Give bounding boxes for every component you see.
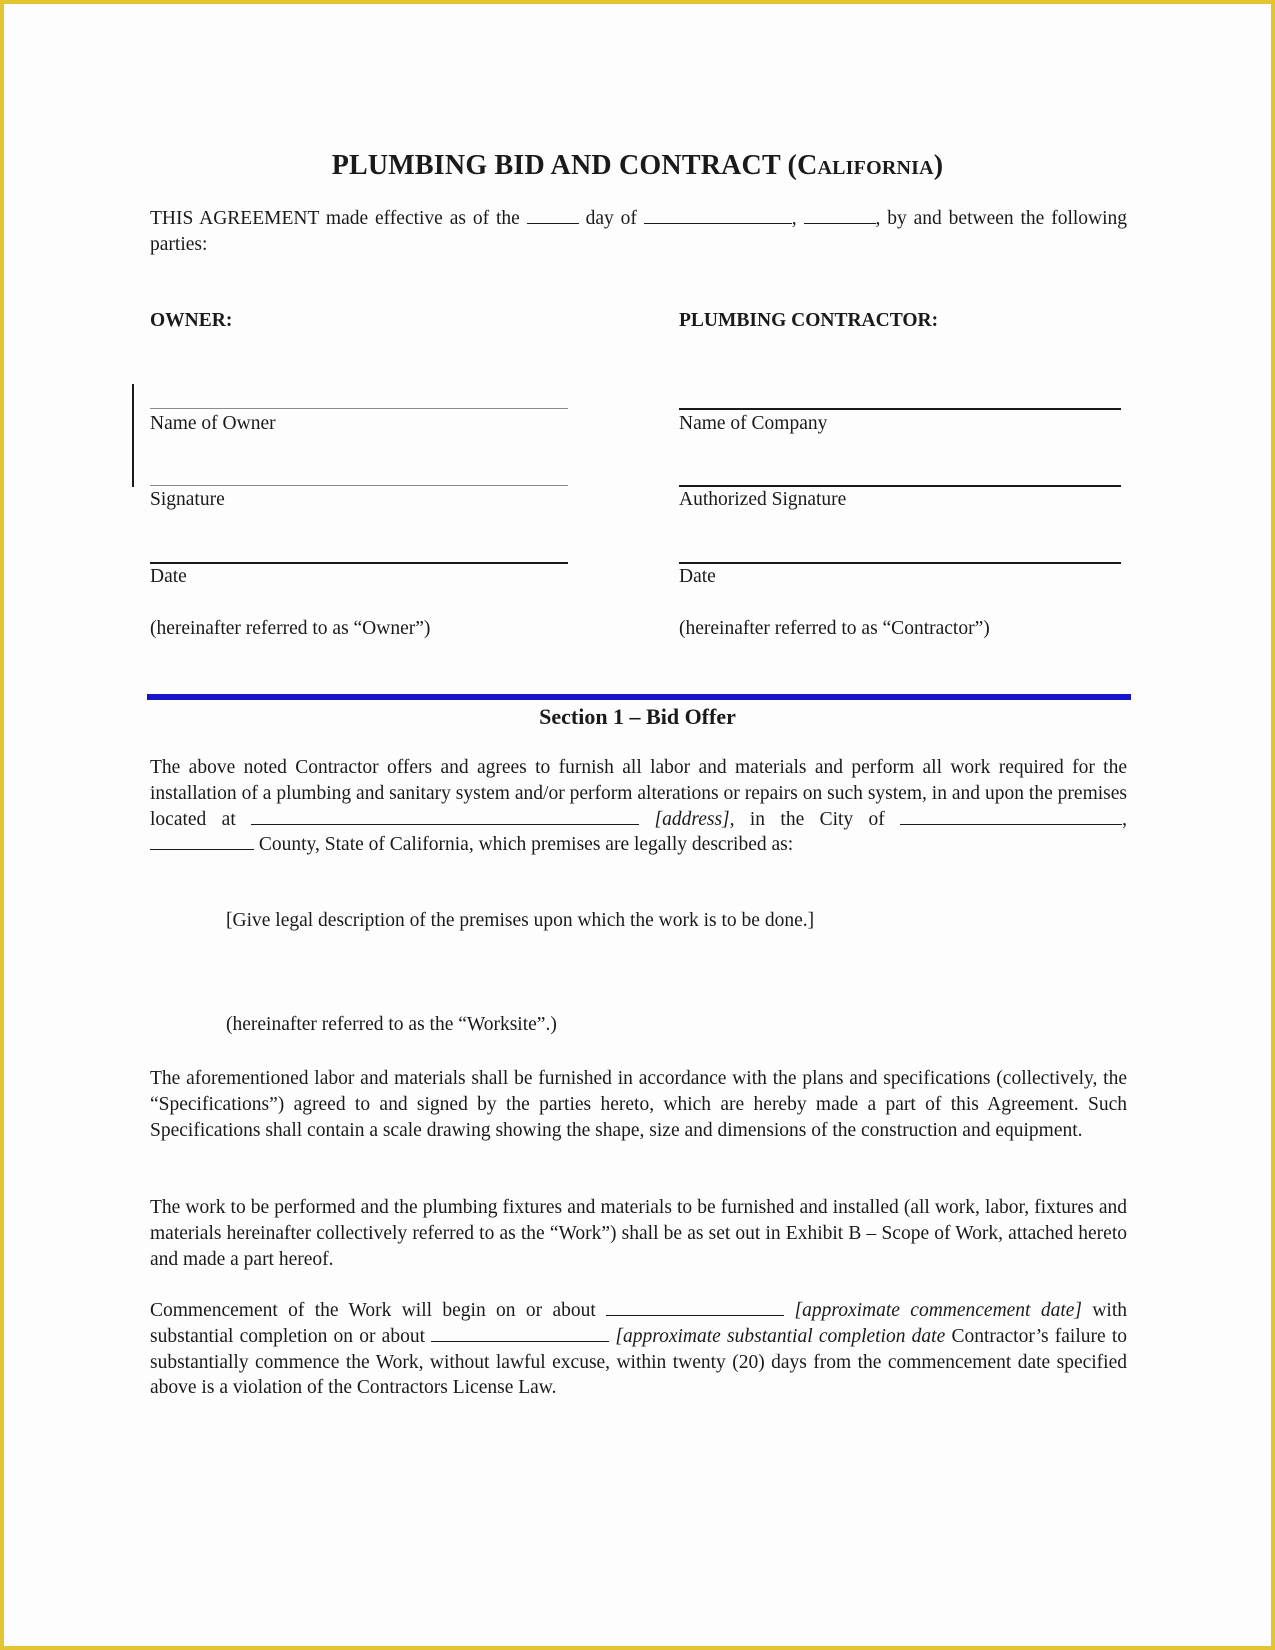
section-divider (147, 694, 1131, 700)
section1-title: Section 1 – Bid Offer (539, 704, 736, 729)
contractor-date-label: Date (679, 566, 716, 587)
owner-date-label: Date (150, 566, 187, 587)
owner-name-label: Name of Owner (150, 413, 276, 434)
legal-description-placeholder: [Give legal description of the premises upon which the work is to be done.] (226, 910, 815, 931)
contractor-heading: PLUMBING CONTRACTOR: (679, 310, 939, 331)
bid-offer-paragraph: The above noted Contractor offers and agrees to furnish all labor and materials and perform all work required for the installation of a plumbing and sanitary system and/or perform alterations or repairs on such system, in and upon the premises located at [address], in the City of , County, State of California, which premises are legally described as: (150, 757, 1128, 856)
specifications-paragraph: The aforementioned labor and materials shall be furnished in accordance with the plans and specifications (collectively, the “Specifications”) agreed to and signed by the parties hereto, which are hereby made a part of this Agreement. Such Specifications shall contain a scale drawing showing the shape, size and dimensions of the construction and equipment. (150, 1068, 1127, 1141)
commencement-paragraph: Commencement of the Work will begin on or about [approximate commencement date] with substantial completion on or about [approximate substantial completion date Contractor’s failure to substantially commence the Work, without lawful excuse, within twenty (20) days from the commencement date specified above is a violation of the Contractors License Law. (150, 1300, 1128, 1399)
contractor-referred-text: (hereinafter referred to as “Contractor”) (679, 618, 990, 639)
owner-date-line (150, 562, 568, 564)
owner-signature-line (150, 485, 568, 486)
contractor-signature-line (679, 485, 1121, 487)
worksite-text: (hereinafter referred to as the “Worksite”.) (226, 1014, 557, 1035)
intro-paragraph: THIS AGREEMENT made effective as of the day of , , by and between the following parties: (150, 208, 1128, 255)
owner-heading: OWNER: (150, 310, 233, 331)
owner-signature-label: Signature (150, 489, 225, 510)
contractor-name-line (679, 408, 1121, 410)
margin-bar (132, 384, 134, 487)
document-page (4, 4, 1271, 1646)
contractor-signature-label: Authorized Signature (679, 489, 847, 510)
owner-referred-text: (hereinafter referred to as “Owner”) (150, 618, 431, 639)
contractor-date-line (679, 562, 1121, 564)
document-title: PLUMBING BID AND CONTRACT (California) (331, 150, 944, 181)
contractor-name-label: Name of Company (679, 413, 828, 434)
title-region: California (797, 150, 934, 181)
scope-of-work-paragraph: The work to be performed and the plumbing fixtures and materials to be furnished and installed (all work, labor, fixtures and materials hereinafter collectively referred to as the “Work”) shall be as set out in Exhibit B – Scope of Work, attached hereto and made a part hereof. (150, 1197, 1127, 1270)
owner-name-line (150, 408, 568, 409)
